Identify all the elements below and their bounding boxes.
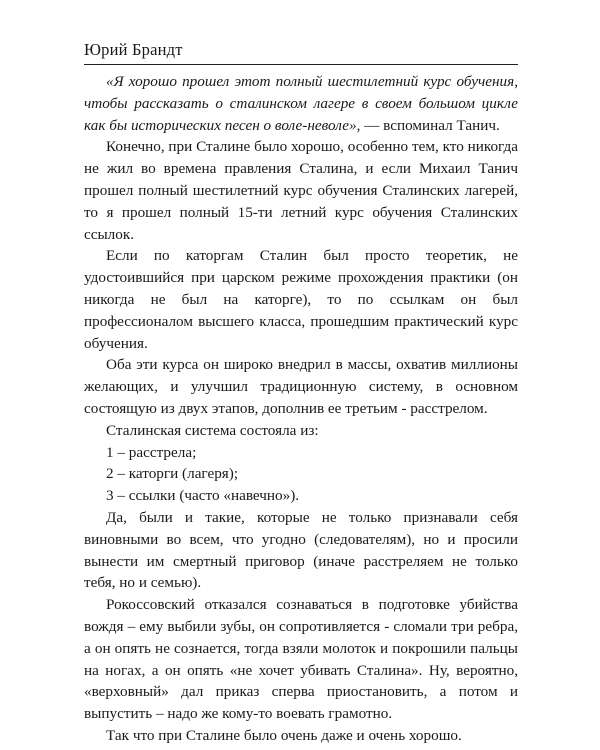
- paragraph: Если по каторгам Сталин был просто теоретик, не удостоившийся при царском режиме прохождения практики (он никогда не был на каторге), то по ссылкам он был профессионалом высшего класса, прошедшим практический курс обучения.: [84, 247, 518, 352]
- paragraph: Сталинская система состояла из:: [106, 421, 319, 439]
- paragraph: Рокоссовский отказался сознаваться в подготовке убийства вождя – ему выбили зубы, он сопротивляется - сломали три ребра, а он опять не сознается, тогда взяли молоток и покрошили пальцы на ногах, а он опять «не хочет убивать Сталина». Ну, вероятно, «верховный» дал приказ сперва приостановить, а потом и выпустить – надо же кому-то воевать грамотно.: [84, 596, 518, 723]
- running-header: Юрий Брандт: [84, 40, 183, 59]
- paragraph: Так что при Сталине было очень даже и очень хорошо.: [106, 726, 462, 744]
- quote-text: «Я хорошо прошел этот полный шестилетний курс обучения, чтобы рассказать о сталинском лагере в своем большом цикле как бы исторических песен о воле-неволе»: [84, 73, 518, 134]
- header-rule: [84, 64, 518, 65]
- paragraph: Оба эти курса он широко внедрил в массы, охватив миллионы желающих, и улучшил традиционную систему, в основном состоящую из двух этапов, дополнив ее третьим - расстрелом.: [84, 356, 518, 417]
- paragraph-quote: [84, 71, 518, 136]
- paragraph: Да, были и такие, которые не только признавали себя виновными во всем, что угодно (следователям), но и просили вынести им смертный приговор (иначе расстреляем не только тебя, но и семью).: [84, 508, 518, 592]
- quote-attribution: , — вспоминал Танич.: [356, 116, 500, 134]
- list-item: 2 – каторги (лагеря);: [106, 465, 239, 483]
- list-item: 1 – расстрела;: [106, 443, 197, 461]
- body-text: [84, 71, 518, 747]
- paragraph: Конечно, при Сталине было хорошо, особенно тем, кто никогда не жил во времена правления Сталина, и если Михаил Танич прошел полный шестилетний курс обучения Сталинских лагерей, то я прошел полный 15-ти летний курс обучения Сталинских ссылок.: [84, 138, 518, 243]
- list-item: 3 – ссылки (часто «навечно»).: [106, 487, 300, 505]
